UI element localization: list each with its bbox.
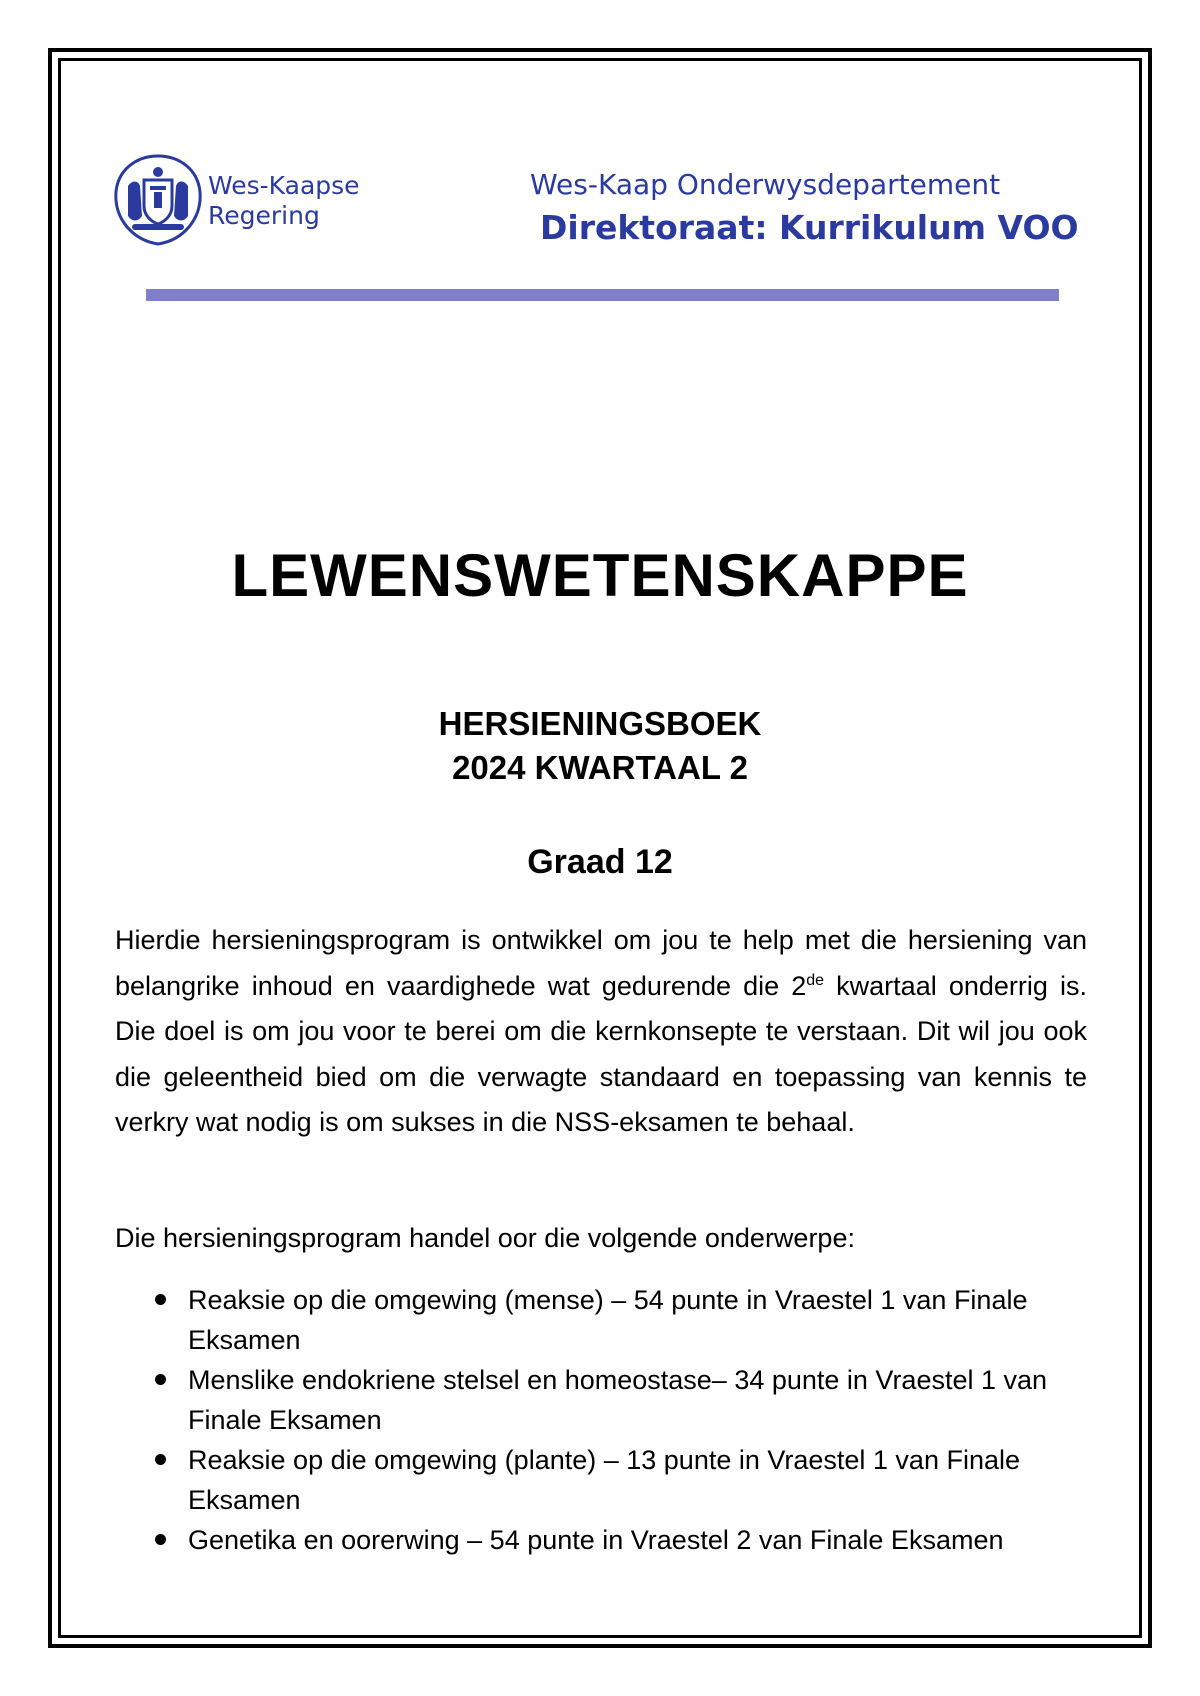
intro-text-part-2: kwartaal onderrig is. Die doel is om jou voor te berei om die kernkonsepte te verstaan. Dit wil jou ook die geleentheid bied om die verwagte standaard en toepassing van kennis te verkry wat nodig is om sukses in die NSS-eksamen te behaal. bbox=[115, 970, 1087, 1137]
bullet-icon bbox=[155, 1534, 166, 1545]
directorate-name: Direktoraat: Kurrikulum VOO bbox=[540, 208, 1079, 247]
logo-line-1: Wes-Kaapse bbox=[208, 171, 360, 200]
header-divider bbox=[146, 289, 1059, 301]
topics-lead: Die hersieningsprogram handel oor die volgende onderwerpe: bbox=[115, 1223, 855, 1253]
coat-of-arms-logo bbox=[110, 152, 206, 248]
topic-text: Menslike endokriene stelsel en homeostase– 34 punte in Vraestel 1 van Finale Eksamen bbox=[188, 1365, 1048, 1435]
document-title: LEWENSWETENSKAPPE bbox=[231, 542, 969, 609]
list-item bbox=[115, 1280, 1087, 1360]
topics-list bbox=[115, 1280, 1087, 1560]
topic-text: Genetika en oorerwing – 54 punte in Vraestel 2 van Finale Eksamen bbox=[188, 1525, 1004, 1555]
subtitle-line-1: HERSIENINGSBOEK bbox=[438, 705, 762, 742]
bullet-icon bbox=[155, 1454, 166, 1465]
intro-text-part-1: Hierdie hersieningsprogram is ontwikkel om jou te help met die hersiening van belangrike inhoud en vaardighede wat gedurende die 2 bbox=[115, 925, 1087, 1001]
topic-text: Reaksie op die omgewing (mense) – 54 punte in Vraestel 1 van Finale Eksamen bbox=[188, 1285, 1028, 1355]
intro-superscript: de bbox=[806, 971, 825, 989]
list-item bbox=[115, 1360, 1087, 1440]
document-subtitle bbox=[0, 702, 1200, 790]
bullet-icon bbox=[155, 1294, 166, 1305]
department-name: Wes-Kaap Onderwysdepartement bbox=[530, 168, 1001, 201]
topic-text: Reaksie op die omgewing (plante) – 13 punte in Vraestel 1 van Finale Eksamen bbox=[188, 1445, 1021, 1515]
list-item bbox=[115, 1440, 1087, 1520]
intro-paragraph bbox=[115, 918, 1087, 1146]
bullet-icon bbox=[155, 1374, 166, 1385]
grade-label: Graad 12 bbox=[527, 843, 673, 881]
logo-wordmark bbox=[208, 171, 360, 231]
subtitle-line-2: 2024 KWARTAAL 2 bbox=[452, 749, 748, 786]
list-item bbox=[115, 1520, 1087, 1560]
logo-line-2: Regering bbox=[208, 201, 320, 230]
